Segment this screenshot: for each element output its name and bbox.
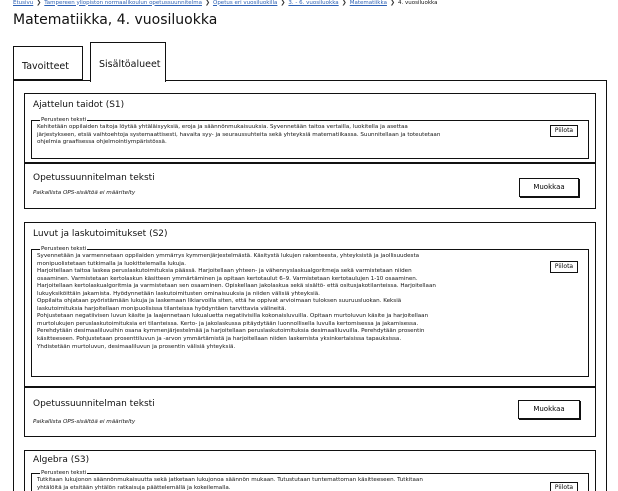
base-text-paragraph xyxy=(37,477,423,491)
curriculum-text-note: Paikallista OPS-sisältöä ei määritelty xyxy=(33,419,136,425)
base-text-line: monipuolistetaan tutkimalla ja luokittelemalla lukuja. xyxy=(37,260,186,267)
base-text-line: Pohjustetaan negatiivisen luvun käsite ja laajennetaan lukualuetta negatiivisilla kokonaisluvuilla. Opitaan murtoluvun käsite ja harjoitellaan xyxy=(37,313,429,320)
breadcrumb-link-home[interactable]: Etusivu xyxy=(13,0,34,6)
base-text-line: Yhdistetään murtoluvun, desimaaliluvun ja prosentin välisiä yhteyksiä. xyxy=(37,343,236,350)
curriculum-text-section xyxy=(24,163,596,209)
section-title: Luvut ja laskutoimitukset (S2) xyxy=(33,229,168,239)
base-text-fieldset xyxy=(31,246,589,377)
hide-button[interactable]: Piilota xyxy=(550,125,578,137)
breadcrumb-link-grade-range[interactable]: 3. - 6. vuosiluokka xyxy=(288,0,339,6)
base-text-line: yhtälöitä ja etsitään yhtälön ratkaisuja päättelemällä ja kokeilemalla. xyxy=(37,484,231,491)
breadcrumb xyxy=(13,0,438,7)
base-text-fieldset xyxy=(31,117,589,159)
curriculum-text-section xyxy=(24,387,596,437)
section-title: Ajattelun taidot (S1) xyxy=(33,100,125,110)
base-text-line: Harjoitellaan taitoa laskea peruslaskutoimituksia päässä. Harjoitellaan yhteen- ja vähennyslaskualgoritmeja sekä varmistetaan niiden xyxy=(37,268,412,275)
base-text-paragraph xyxy=(37,124,440,147)
base-text-line: lukuyksiköittäin jakamista. Hyödynnetään laskutoimitusten ominaisuuksia ja niiden välisiä yhteyksiä. xyxy=(37,290,320,297)
breadcrumb-separator-icon: ❯ xyxy=(389,0,395,6)
base-text-line: osaaminen. Varmistetaan kertolaskun käsitteen ymmärtäminen ja opitaan kertotaulut 6–9. Varmistetaan kertotaulujen 1-10 osaaminen. xyxy=(37,275,418,282)
content-area-section xyxy=(24,222,596,387)
tab-content-panel xyxy=(13,80,607,491)
breadcrumb-separator-icon: ❯ xyxy=(204,0,210,6)
base-text-line: Perehdytään desimaaliluvuihin osana kymmenjärjestelmää ja harjoitellaan peruslaskutoimituksia desimaaliluvuilla. Perehdytään prosentin xyxy=(37,328,425,335)
tab-tavoitteet[interactable]: Tavoitteet xyxy=(13,46,83,80)
base-text-line: käsitteeseen. Pohjustetaan prosenttiluvun ja -arvon ymmärtämistä ja harjoitellaan niiden laskemista yksinkertaisissa tapauksissa. xyxy=(37,336,402,343)
fieldset-legend: Perusteen teksti xyxy=(41,470,87,476)
content-area-section xyxy=(24,450,596,491)
content-area-section xyxy=(24,93,596,163)
section-title: Algebra (S3) xyxy=(33,455,90,465)
base-text-line: murtolukujen peruslaskutoimituksia eri tilanteissa. Kerto- ja jakolaskussa pitäydytään luonnollisella luvulla kertomisessa ja jakamisessa. xyxy=(37,320,419,327)
tab-sisaltoalueet[interactable]: Sisältöalueet xyxy=(90,42,166,82)
breadcrumb-link-subject[interactable]: Matematiikka xyxy=(349,0,387,6)
base-text-line: ohjelmia graafisessa ohjelmointiympäristössä. xyxy=(37,139,167,146)
base-text-paragraph xyxy=(37,253,436,351)
fieldset-legend: Perusteen teksti xyxy=(41,117,87,123)
breadcrumb-link-curriculum[interactable]: Tampereen yliopiston normaalikoulun opetussuunnitelma xyxy=(44,0,202,6)
base-text-line: Kehitetään oppilaiden taitoja löytää yhtäläisyyksiä, eroja ja säännönmukaisuuksia. Syvennetään taitoa vertailla, luokitella ja asettaa xyxy=(37,124,408,130)
breadcrumb-link-grades[interactable]: Opetus eri vuosiluokilla xyxy=(212,0,278,6)
edit-button[interactable]: Muokkaa xyxy=(518,400,580,419)
breadcrumb-separator-icon: ❯ xyxy=(280,0,286,6)
base-text-fieldset xyxy=(31,470,589,491)
breadcrumb-separator-icon: ❯ xyxy=(341,0,347,6)
fieldset-legend: Perusteen teksti xyxy=(41,246,87,252)
breadcrumb-current: 4. vuosiluokka xyxy=(397,0,438,6)
curriculum-text-title: Opetussuunnitelman teksti xyxy=(33,173,155,183)
edit-button[interactable]: Muokkaa xyxy=(519,178,579,197)
base-text-line: Syvennetään ja varmennetaan oppilaiden ymmärrys kymmenjärjestelmästä. Käsitystä lukujen rakenteesta, yhteyksistä ja jaollisuudesta xyxy=(37,253,420,259)
base-text-line: Tutkitaan lukujonon säännönmukaisuutta sekä jatketaan lukujonoa säännön mukaan. Tutustutaan tuntemattoman käsitteeseen. Tutkitaan xyxy=(37,477,423,483)
page-title: Matematiikka, 4. vuosiluokka xyxy=(13,12,218,28)
base-text-line: Oppilaita ohjataan pyöristämään lukuja ja laskemaan likiarvoilla siten, että he oppivat arvioimaan tuloksen suuruusluokan. Keksiä xyxy=(37,298,402,305)
base-text-line: laskutoimituksia harjoitellaan monipuolisissa tilanteissa hyödyntäen tarvittavia välineitä. xyxy=(37,305,287,312)
curriculum-text-title: Opetussuunnitelman teksti xyxy=(33,399,155,409)
base-text-line: järjestykseen, etsiä vaihtoehtoja systemaattisesti, havaita syy- ja seuraussuhteita sekä yhteyksiä matematiikassa. Suunnitellaan ja toteutetaan xyxy=(37,131,441,138)
hide-button[interactable]: Piilota xyxy=(550,482,578,491)
base-text-line: Harjoitellaan kertolaskualgoritmia ja varmistetaan sen osaaminen. Opiskellaan jakolaskua sekä sisältö- että ositusjakotilanteissa. Harjoitellaan xyxy=(37,283,436,290)
curriculum-text-note: Paikallista OPS-sisältöä ei määritelty xyxy=(33,190,136,196)
hide-button[interactable]: Piilota xyxy=(550,261,578,273)
breadcrumb-separator-icon: ❯ xyxy=(36,0,42,6)
